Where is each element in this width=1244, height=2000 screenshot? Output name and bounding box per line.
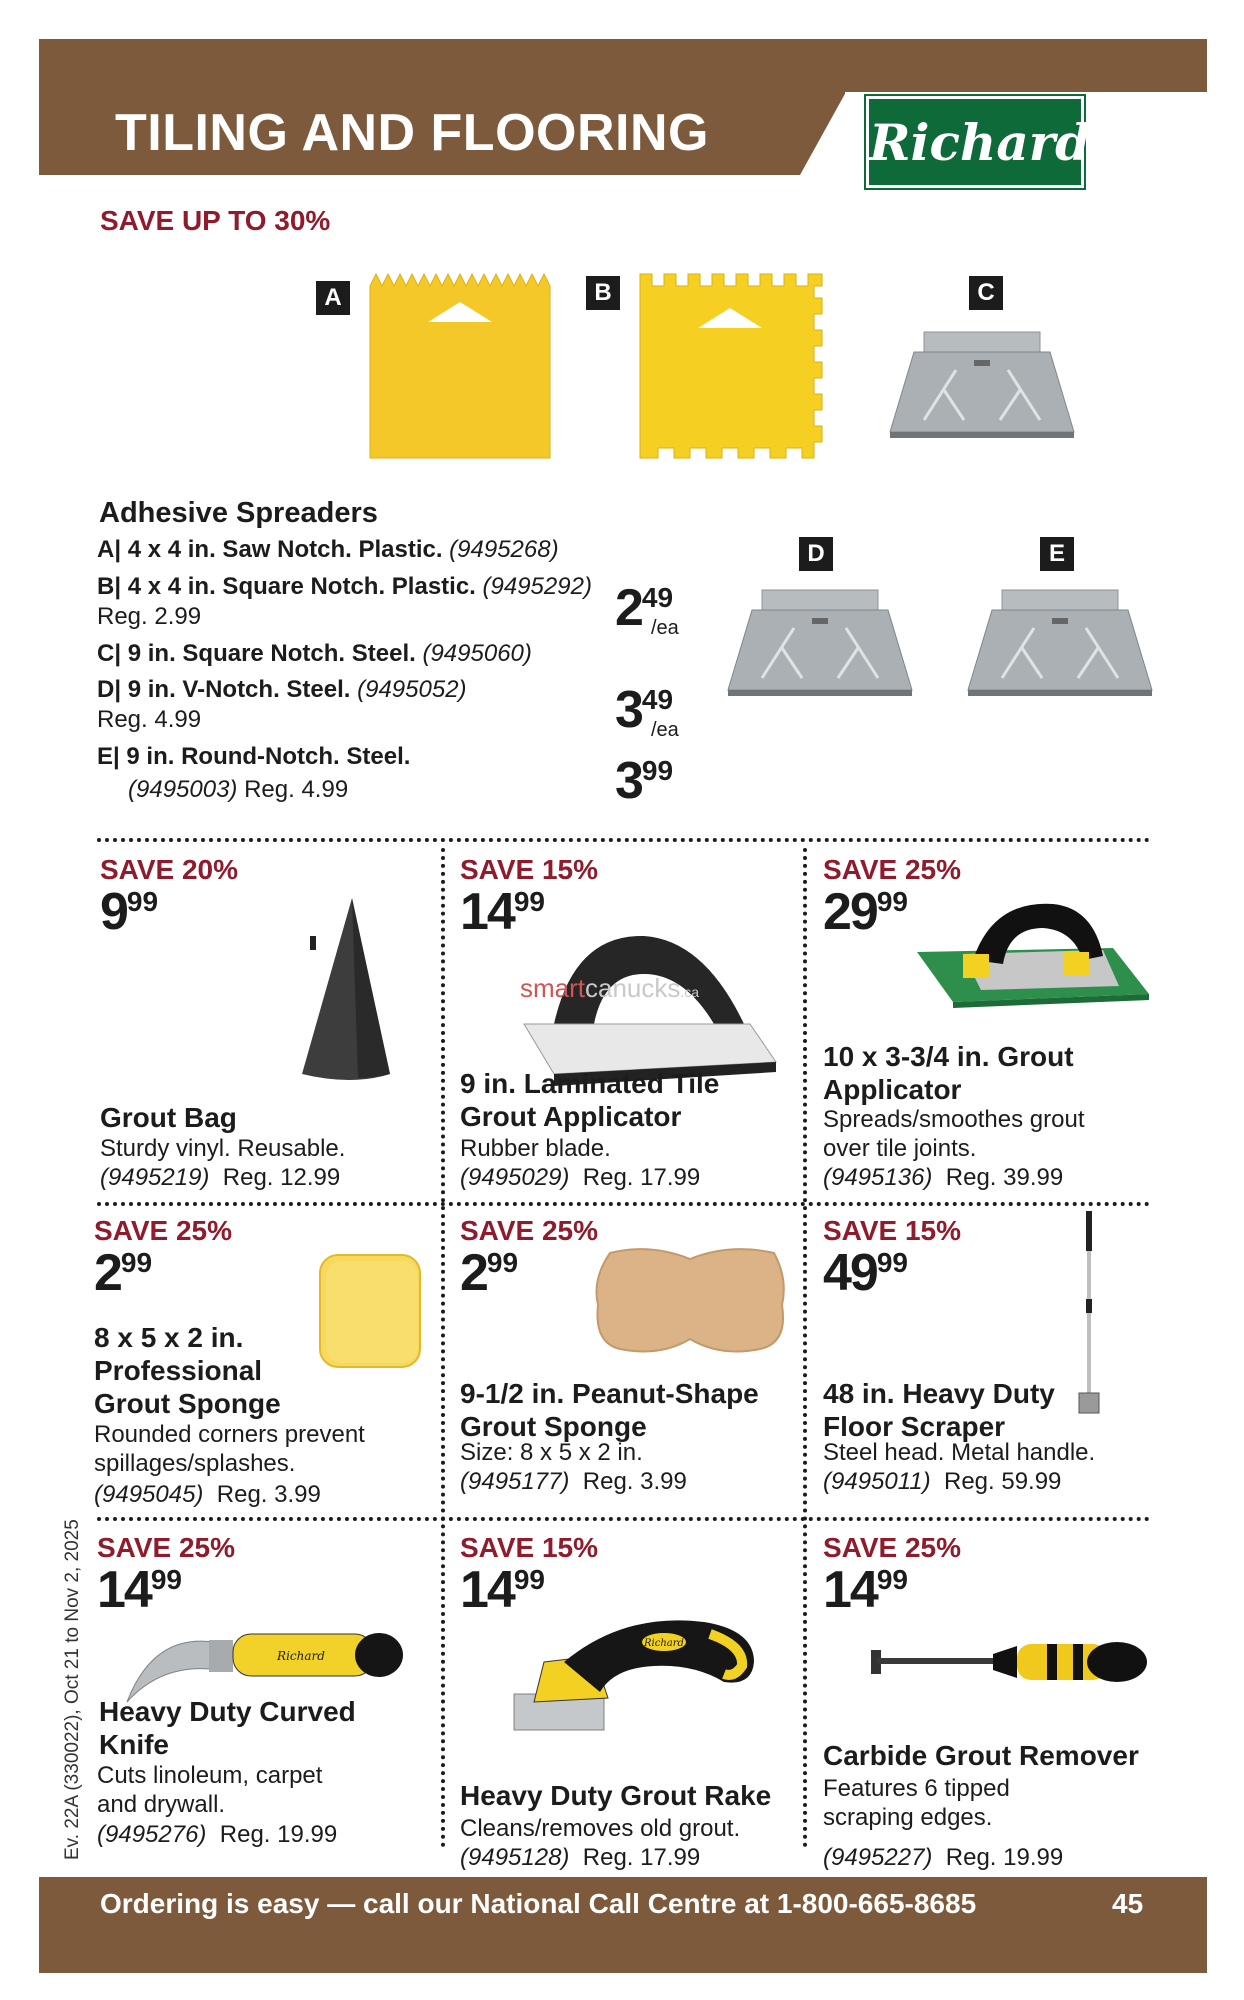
price-dollars: 2 — [94, 1244, 121, 1302]
reg: Reg. 12.99 — [222, 1164, 341, 1191]
product-sku-reg — [97, 1820, 337, 1849]
label-b: B — [586, 276, 620, 310]
divider-row1 — [97, 1202, 1150, 1206]
product-sku-reg — [460, 1467, 687, 1496]
label-d: D — [799, 537, 833, 571]
product-title: 8 x 5 x 2 in. Professional Grout Sponge — [94, 1322, 281, 1419]
sku: (9495045) — [94, 1481, 204, 1508]
sku: (9495177) — [460, 1468, 570, 1495]
price-dollars: 2 — [460, 1244, 487, 1302]
product-title: 9-1/2 in. Peanut-Shape Grout Sponge — [460, 1378, 759, 1442]
product-desc: Rounded corners prevent spillages/splashes. — [94, 1421, 365, 1477]
product-curved-knife — [97, 1532, 432, 1862]
square-notch-spreader-image — [636, 270, 826, 462]
watermark-part-1: smart — [520, 973, 585, 1003]
product-desc: Sturdy vinyl. Reusable. — [100, 1135, 346, 1162]
price — [823, 1561, 908, 1619]
price-cents: 49 — [641, 684, 674, 715]
divider-col1 — [441, 848, 445, 1848]
price-cents: 99 — [876, 886, 908, 917]
floor-scraper-image — [1069, 1209, 1109, 1429]
reg: Reg. 39.99 — [945, 1164, 1064, 1191]
spreaders-save-badge: SAVE UP TO 30% — [100, 205, 331, 236]
rake-handle-brand: Richard — [644, 1638, 684, 1649]
product-title: Carbide Grout Remover — [823, 1740, 1139, 1771]
footer-call-centre: Ordering is easy — call our National Call Centre at 1-800-665-8685 — [100, 1888, 977, 1919]
product-floor-scraper — [823, 1215, 1153, 1515]
price-cents: 99 — [150, 1564, 182, 1595]
product-grout-rake — [460, 1532, 790, 1871]
grout-applicator-image — [913, 894, 1153, 1024]
product-title: Grout Bag — [100, 1102, 237, 1133]
page-number: 45 — [1112, 1888, 1144, 1919]
save-badge: SAVE 15% — [460, 1532, 598, 1563]
sku: (9495292) — [482, 573, 592, 600]
product-title: 9 in. Laminated Tile Grout Applicator — [460, 1068, 720, 1132]
reg: Reg. 17.99 — [582, 1164, 701, 1191]
key: E| — [97, 743, 120, 770]
reg: Reg. 19.99 — [945, 1844, 1064, 1871]
spreader-line-d — [97, 675, 467, 705]
reg: Reg. 17.99 — [582, 1844, 701, 1871]
save-badge: SAVE 25% — [823, 1532, 961, 1563]
spreader-line-e-sku — [128, 775, 348, 805]
richard-logo — [866, 96, 1091, 188]
product-sku-reg — [460, 1163, 700, 1192]
key: A| — [97, 536, 122, 563]
price-dollars: 29 — [823, 883, 877, 941]
round-notch-steel-spreader-image — [962, 588, 1158, 698]
spreaders-title: Adhesive Spreaders — [99, 497, 378, 529]
price-cents: 99 — [120, 1247, 153, 1278]
save-badge: SAVE 25% — [97, 1532, 235, 1563]
spreader-line-a — [97, 535, 559, 565]
price-e — [615, 752, 674, 810]
reg: Reg. 4.99 — [244, 776, 349, 803]
price-cents: 99 — [876, 1564, 908, 1595]
peanut-grout-sponge-image — [590, 1239, 790, 1359]
reg: Reg. 3.99 — [582, 1468, 687, 1495]
sku: (9495011) — [823, 1468, 931, 1495]
watermark-part-3: .ca — [680, 984, 700, 1000]
site-watermark — [520, 973, 699, 1004]
name: 9 in. Round-Notch. Steel. — [126, 743, 411, 770]
sku: (9495060) — [422, 640, 532, 667]
product-title: 10 x 3-3/4 in. Grout Applicator — [823, 1041, 1074, 1105]
product-sku-reg — [94, 1480, 321, 1509]
price — [97, 1561, 182, 1619]
divider-row2 — [97, 1517, 1150, 1521]
sku: (9495219) — [100, 1164, 210, 1191]
price-dollars: 14 — [97, 1561, 151, 1619]
product-grout-bag — [100, 854, 430, 1194]
divider-col2 — [803, 848, 807, 1848]
product-title: 48 in. Heavy Duty Floor Scraper — [823, 1378, 1055, 1442]
price-dollars: 49 — [823, 1244, 877, 1302]
price-dollars: 14 — [823, 1561, 877, 1619]
product-desc: Size: 8 x 5 x 2 in. — [460, 1439, 643, 1466]
price-cents: 99 — [126, 886, 159, 917]
reg: Reg. 3.99 — [216, 1481, 321, 1508]
reg: Reg. 19.99 — [219, 1821, 338, 1848]
grout-bag-image — [280, 894, 400, 1084]
product-sku-reg — [823, 1467, 1061, 1496]
save-badge: SAVE 20% — [100, 854, 238, 885]
spreader-line-b — [97, 572, 592, 602]
label-c: C — [969, 276, 1003, 310]
product-laminated-grout-applicator — [460, 854, 790, 1194]
price-dollars: 9 — [100, 883, 127, 941]
price — [94, 1244, 153, 1302]
save-badge: SAVE 15% — [823, 1215, 961, 1246]
label-e: E — [1040, 537, 1074, 571]
spreader-reg-cd: Reg. 4.99 — [97, 706, 202, 733]
product-sku-reg — [100, 1163, 340, 1192]
divider-top — [97, 838, 1150, 842]
knife-handle-brand: Richard — [277, 1649, 325, 1663]
price — [823, 883, 908, 941]
product-grout-applicator — [823, 854, 1153, 1194]
product-professional-grout-sponge — [94, 1215, 434, 1515]
price-cd — [615, 681, 679, 741]
save-badge: SAVE 25% — [94, 1215, 232, 1246]
name: 4 x 4 in. Square Notch. Plastic. — [127, 573, 476, 600]
saw-notch-spreader-image — [366, 272, 556, 462]
product-desc: Cuts linoleum, carpet and drywall. — [97, 1762, 323, 1818]
sku: (9495128) — [460, 1844, 570, 1871]
professional-grout-sponge-image — [314, 1249, 428, 1373]
product-desc: Rubber blade. — [460, 1135, 611, 1162]
key: B| — [97, 573, 122, 600]
label-a: A — [316, 281, 350, 315]
watermark-part-2: canucks — [585, 973, 681, 1003]
product-peanut-grout-sponge — [460, 1215, 790, 1515]
price-unit: /ea — [651, 719, 679, 741]
price-cents: 99 — [513, 1564, 545, 1595]
price-cents: 99 — [641, 755, 674, 786]
sku: (9495003) — [128, 776, 238, 803]
save-badge: SAVE 25% — [460, 1215, 598, 1246]
price-cents: 99 — [486, 1247, 519, 1278]
edition-note: Ev. 22A (330022), Oct 21 to Nov 2, 2025 — [62, 1519, 83, 1860]
header-notch — [800, 92, 846, 175]
price-dollars: 2 — [615, 579, 642, 637]
price-dollars: 3 — [615, 681, 642, 739]
key: C| — [97, 640, 122, 667]
spreader-reg-ab: Reg. 2.99 — [97, 603, 202, 630]
key: D| — [97, 676, 122, 703]
price-unit: /ea — [651, 617, 679, 639]
product-title: Heavy Duty Grout Rake — [460, 1780, 772, 1811]
sku: (9495227) — [823, 1844, 933, 1871]
product-sku-reg — [823, 1843, 1063, 1872]
save-badge: SAVE 25% — [823, 854, 961, 885]
square-notch-steel-spreader-image — [884, 330, 1080, 440]
product-title: Heavy Duty Curved Knife — [99, 1696, 356, 1760]
price-dollars: 3 — [615, 752, 642, 810]
v-notch-steel-spreader-image — [722, 588, 918, 698]
product-desc: Steel head. Metal handle. — [823, 1439, 1096, 1466]
price-ab — [615, 579, 679, 639]
reg: Reg. 59.99 — [943, 1468, 1062, 1495]
price-cents: 49 — [641, 582, 674, 613]
grout-rake-image — [504, 1606, 764, 1736]
product-carbide-grout-remover — [823, 1532, 1153, 1871]
price-cents: 99 — [513, 886, 545, 917]
product-desc: Cleans/removes old grout. — [460, 1815, 741, 1842]
sku: (9495268) — [449, 536, 559, 563]
brand-name: Richard — [869, 113, 1091, 172]
page-title: TILING AND FLOORING — [115, 104, 709, 162]
price-dollars: 14 — [460, 1561, 514, 1619]
product-desc: Features 6 tipped scraping edges. — [823, 1775, 1010, 1831]
price — [100, 883, 159, 941]
spreader-line-e — [97, 742, 410, 772]
sku: (9495052) — [357, 676, 467, 703]
product-sku-reg — [460, 1843, 700, 1872]
product-desc: Spreads/smoothes grout over tile joints. — [823, 1106, 1085, 1162]
sku: (9495136) — [823, 1164, 933, 1191]
price-cents: 99 — [876, 1247, 908, 1278]
name: 9 in. Square Notch. Steel. — [127, 640, 416, 667]
sku: (9495276) — [97, 1821, 207, 1848]
price-dollars: 14 — [460, 883, 514, 941]
name: 9 in. V-Notch. Steel. — [127, 676, 351, 703]
product-sku-reg — [823, 1163, 1063, 1192]
price — [460, 1244, 519, 1302]
sku: (9495029) — [460, 1164, 570, 1191]
price — [823, 1244, 908, 1302]
name: 4 x 4 in. Saw Notch. Plastic. — [127, 536, 443, 563]
save-badge: SAVE 15% — [460, 854, 598, 885]
spreader-line-c — [97, 639, 532, 669]
carbide-grout-remover-image — [867, 1632, 1153, 1692]
